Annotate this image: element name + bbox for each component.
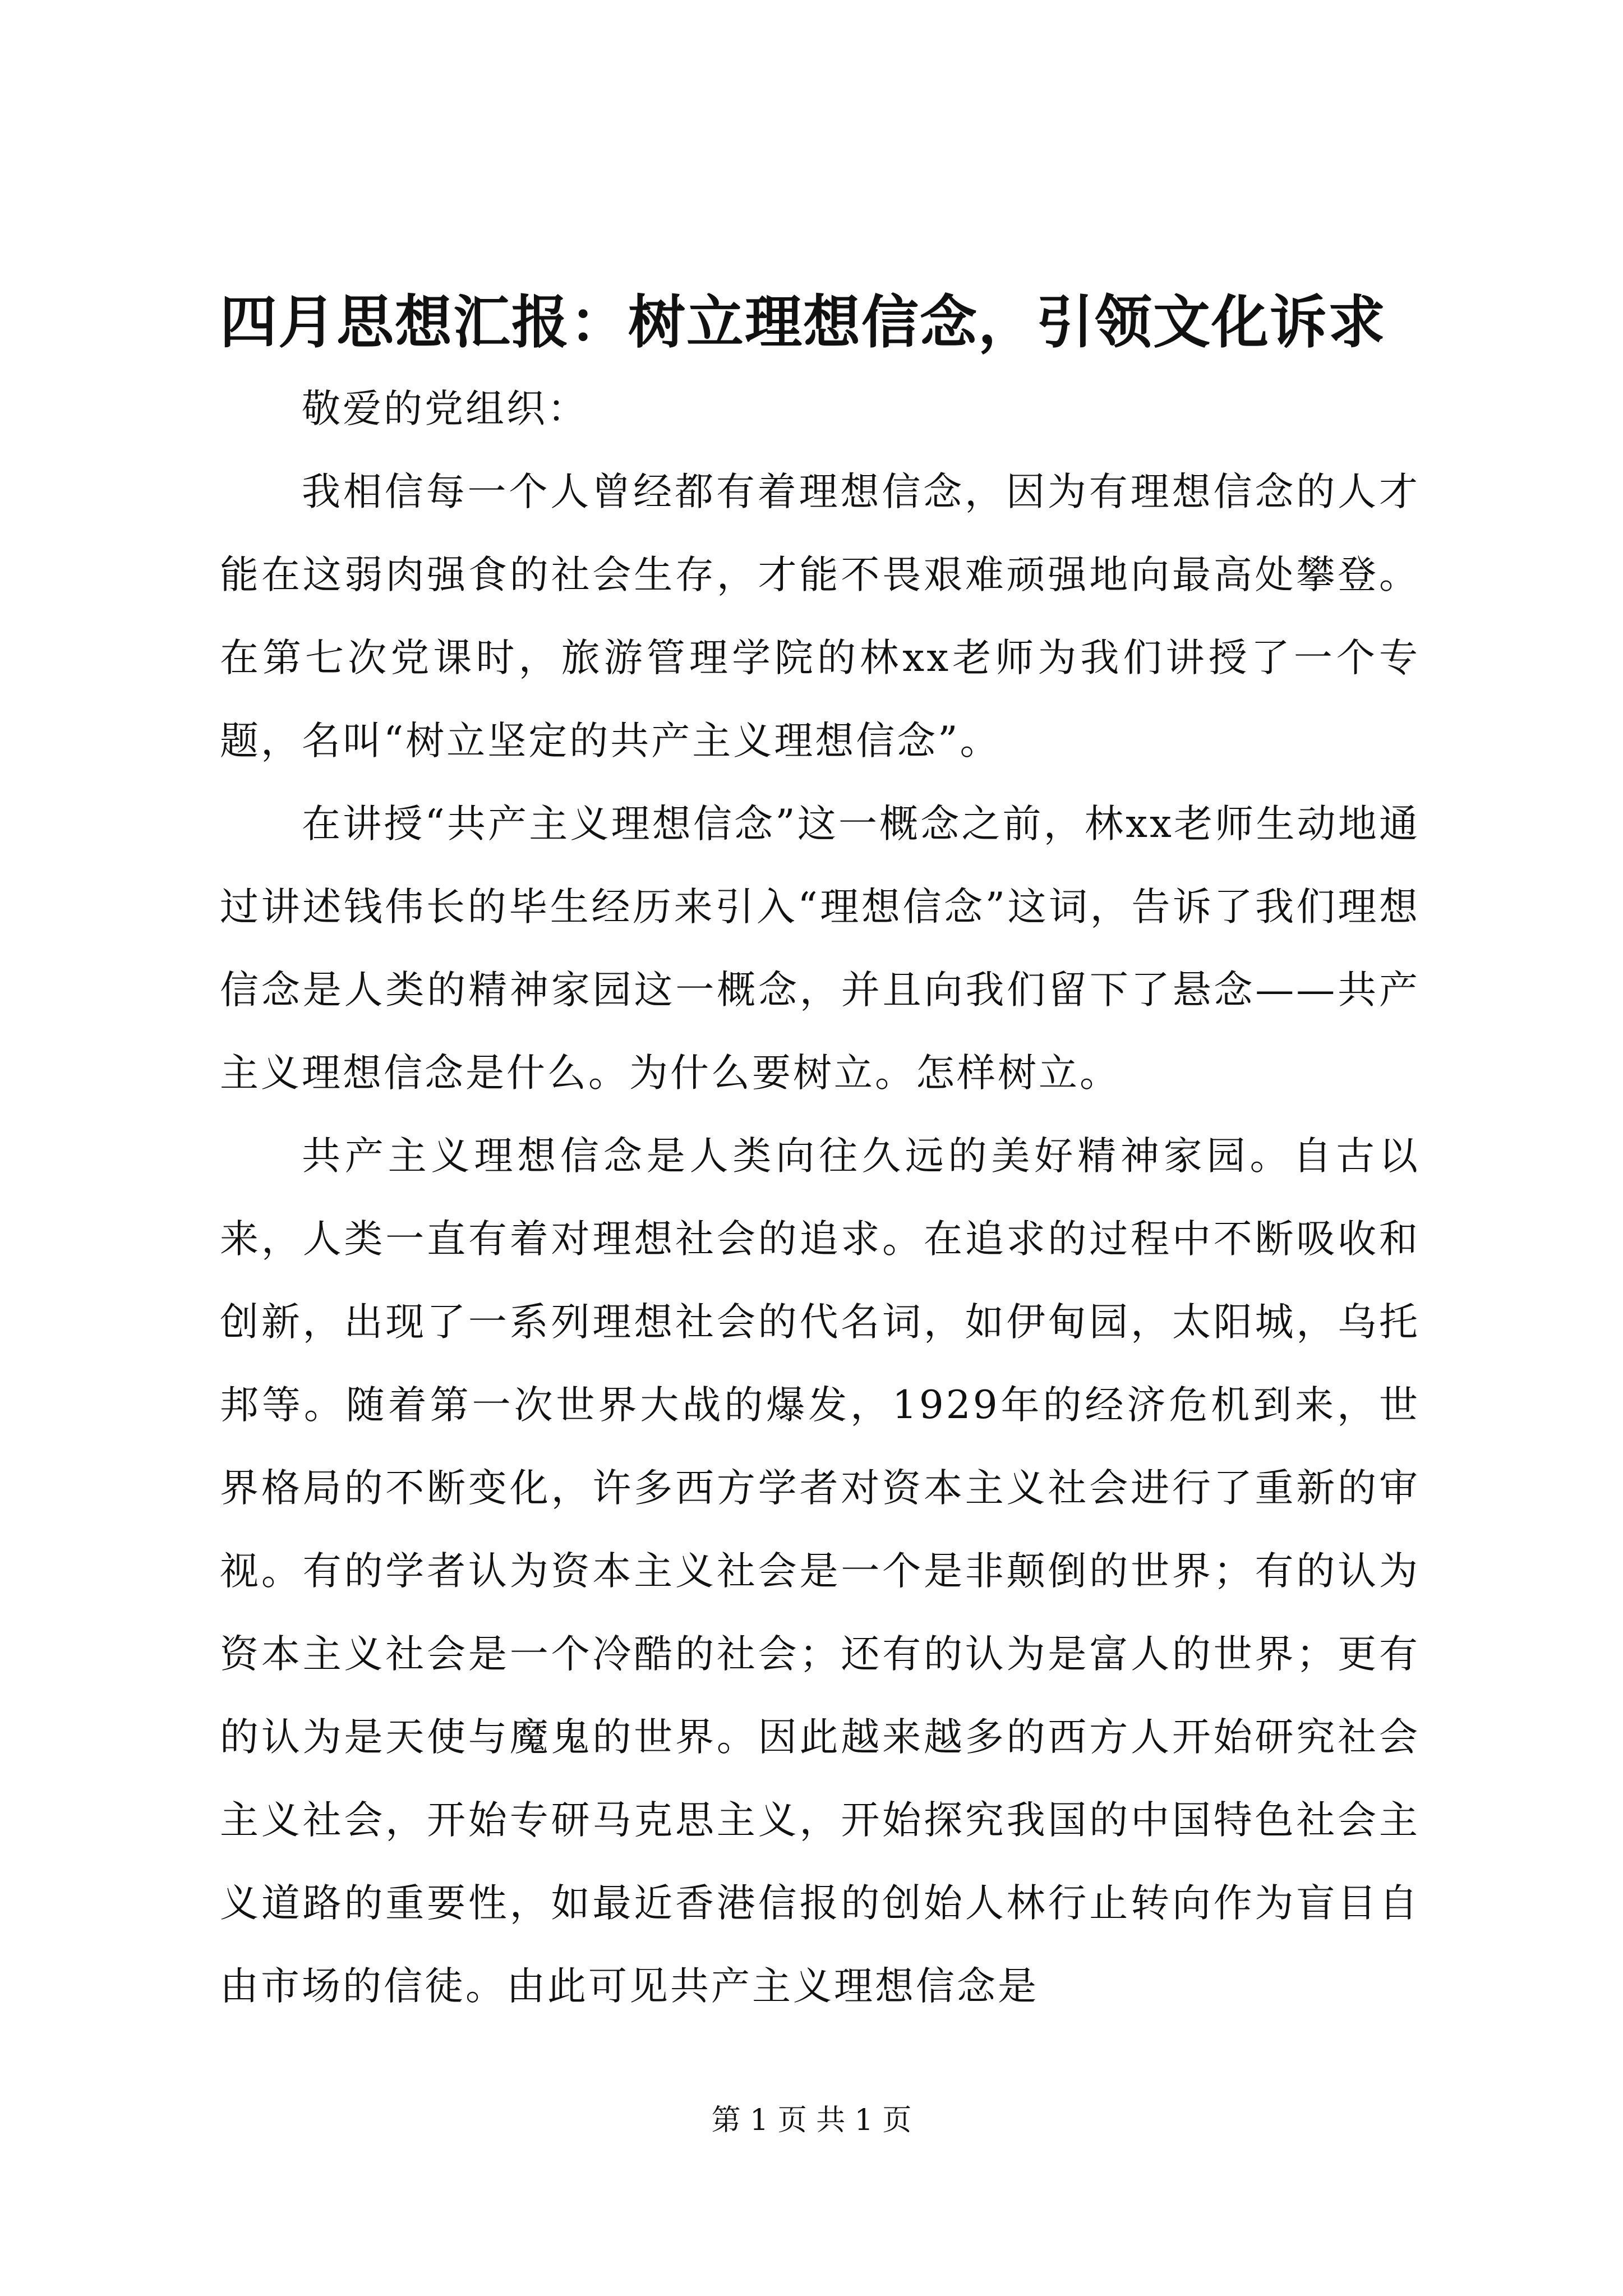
salutation: 敬爱的党组织： xyxy=(302,386,588,431)
page-footer: 第 1 页 共 1 页 xyxy=(711,2104,912,2137)
paragraph-2: 在讲授“共产主义理想信念”这一概念之前，林xx老师生动地通过讲述钱伟长的毕生经历来引入“理想信念”这词，告诉了我们理想信念是人类的精神家园这一概念，并且向我们留下了悬念——共产主义理想信念是什么。为什么要树立。怎样树立。 xyxy=(220,802,1420,1096)
paragraph-3: 共产主义理想信念是人类向往久远的美好精神家园。自古以来，人类一直有着对理想社会的追求。在追求的过程中不断吸收和创新，出现了一系列理想社会的代名词，如伊甸园，太阳城，乌托邦等。随着第一次世界大战的爆发，1929年的经济危机到来，世界格局的不断变化，许多西方学者对资本主义社会进行了重新的审视。有的学者认为资本主义社会是一个是非颠倒的世界；有的认为资本主义社会是一个冷酷的社会；还有的认为是富人的世界；更有的认为是天使与魔鬼的世界。因此越来越多的西方人开始研究社会主义社会，开始专研马克思主义，开始探究我国的中国特色社会主义道路的重要性，如最近香港信报的创始人林行止转向作为盲目自由市场的信徒。由此可见共产主义理想信念是 xyxy=(220,1134,1420,2009)
paragraph-1: 我相信每一个人曾经都有着理想信念，因为有理想信念的人才能在这弱肉强食的社会生存，才能不畏艰难顽强地向最高处攀登。在第七次党课时，旅游管理学院的林xx老师为我们讲授了一个专题，名叫“树立坚定的共产主义理想信念”。 xyxy=(220,470,1420,763)
document-title: 四月思想汇报：树立理想信念，引领文化诉求 xyxy=(220,289,1386,356)
document-body xyxy=(220,367,1420,2028)
